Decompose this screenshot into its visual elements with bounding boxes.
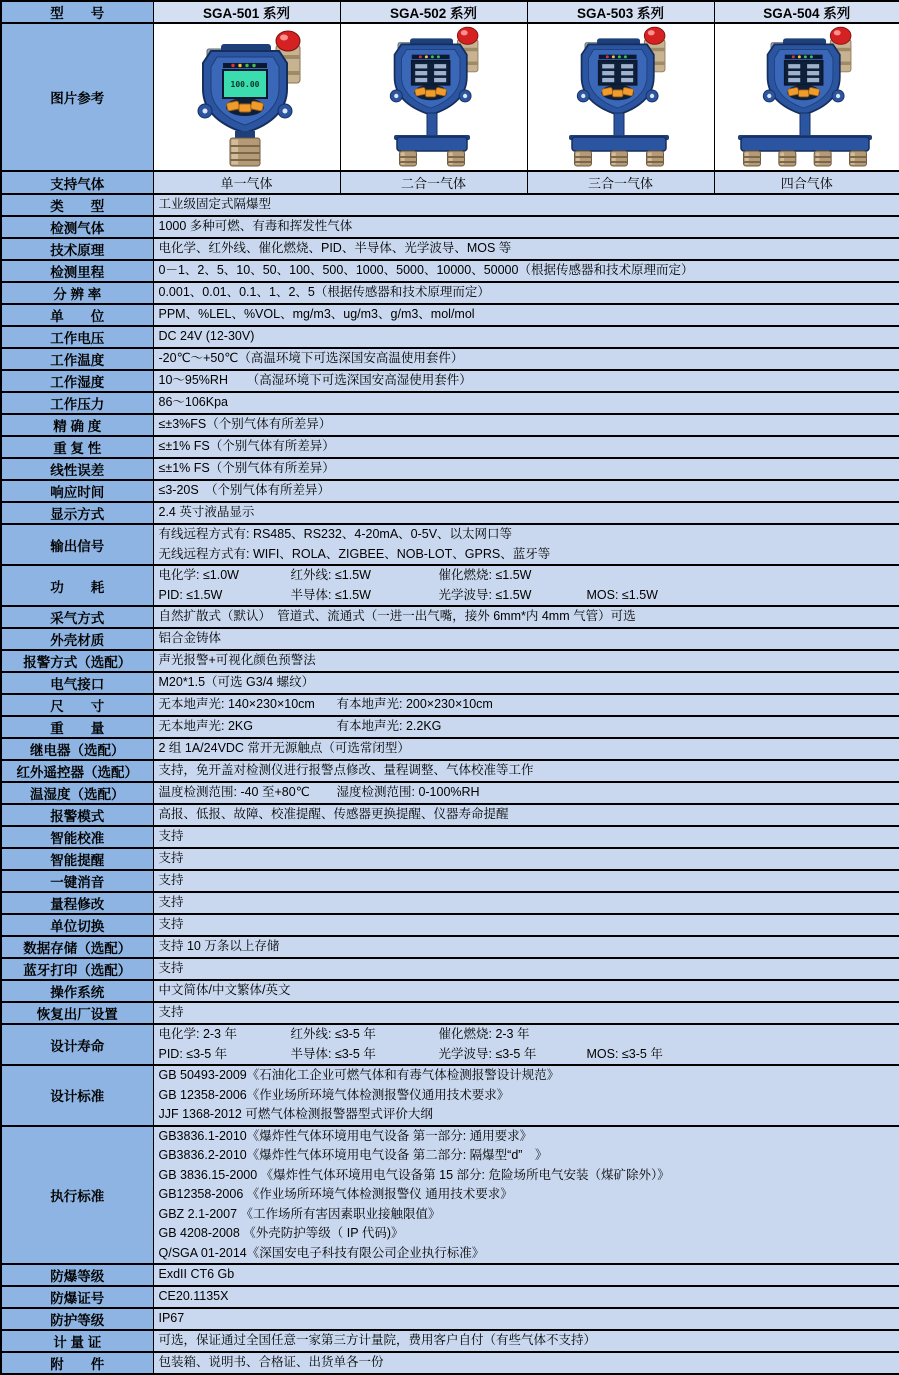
spec-label-design-std: 设计标准 <box>1 1065 153 1126</box>
spec-label-alarm-modes: 报警模式 <box>1 804 153 826</box>
gas-detector-illustration-3-probe <box>531 25 711 167</box>
spec-value-line <box>159 695 895 715</box>
spec-label-smart-cal: 智能校准 <box>1 826 153 848</box>
spec-row-work-humidity <box>1 370 899 392</box>
spec-label-accessories: 附 件 <box>1 1352 153 1374</box>
spec-value-segment: PID: ≤1.5W <box>158 587 223 602</box>
spec-label-power: 功 耗 <box>1 565 153 606</box>
spec-label-unit: 单 位 <box>1 304 153 326</box>
spec-label-factory-reset: 恢复出厂设置 <box>1 1002 153 1024</box>
spec-value-exec-std <box>153 1126 899 1265</box>
spec-label-type: 类 型 <box>1 194 153 216</box>
spec-row-accessories <box>1 1352 899 1374</box>
spec-value-line: CE20.1135X <box>158 1289 229 1304</box>
spec-value-exd-grade <box>153 1264 899 1286</box>
spec-label-dimensions: 尺 寸 <box>1 694 153 716</box>
spec-value-line: 支持 <box>158 851 184 866</box>
spec-value-line: 支持 <box>158 1005 184 1020</box>
spec-row-alarm-modes <box>1 804 899 826</box>
spec-value-range-modify <box>153 892 899 914</box>
spec-row-os <box>1 980 899 1002</box>
spec-value-lifespan <box>153 1024 899 1065</box>
spec-label-housing: 外壳材质 <box>1 628 153 650</box>
spec-label-sampling: 采气方式 <box>1 606 153 628</box>
spec-value-line: GB 50493-2009《石油化工企业可燃气体和有毒气体检测报警设计规范》 <box>158 1068 560 1082</box>
spec-label-principle: 技术原理 <box>1 238 153 260</box>
support-gas-label: 支持气体 <box>1 171 153 194</box>
spec-value-line: ExdII CT6 Gb <box>158 1267 235 1282</box>
model-header-label: 型 号 <box>1 1 153 23</box>
spec-row-dimensions <box>1 694 899 716</box>
spec-value-storage <box>153 936 899 958</box>
spec-row-voltage <box>1 326 899 348</box>
spec-value-line: -20℃～+50℃（高温环境下可选深国安高温使用套件） <box>158 351 464 366</box>
spec-value-type <box>153 194 899 216</box>
spec-row-power <box>1 565 899 606</box>
product-image-cell-sga-504 <box>714 23 899 171</box>
spec-value-segment: 半导体: ≤1.5W <box>290 587 371 602</box>
spec-value-line <box>159 783 895 803</box>
spec-row-output <box>1 524 899 565</box>
spec-value-line: ≤±1% FS（个别气体有所差异） <box>158 439 335 454</box>
spec-value-temp-humidity <box>153 782 899 804</box>
spec-value-response <box>153 480 899 502</box>
spec-value-line: ≤3-20S （个别气体有所差异） <box>158 483 330 498</box>
spec-label-exec-std: 执行标准 <box>1 1126 153 1265</box>
spec-value-line <box>159 1025 895 1045</box>
spec-value-line: 支持 <box>158 873 184 888</box>
spec-row-lifespan <box>1 1024 899 1065</box>
spec-value-repeatability <box>153 436 899 458</box>
spec-value-elec-interface <box>153 672 899 694</box>
spec-value-line: 自然扩散式（默认） 管道式、流通式（一进一出气嘴，接外 6mm*内 4mm 气管）可选 <box>158 609 636 624</box>
spec-row-elec-interface <box>1 672 899 694</box>
spec-value-line: GB3836.2-2010《爆炸性气体环境用电气设备 第二部分: 隔爆型“d” 》 <box>158 1148 548 1162</box>
spec-value-segment: PID: ≤3-5 年 <box>158 1046 228 1061</box>
spec-value-accuracy <box>153 414 899 436</box>
spec-label-storage: 数据存储（选配） <box>1 936 153 958</box>
spec-value-line: ≤±1% FS（个别气体有所差异） <box>158 461 335 476</box>
spec-row-unit <box>1 304 899 326</box>
spec-label-linearity: 线性误差 <box>1 458 153 480</box>
spec-label-voltage: 工作电压 <box>1 326 153 348</box>
spec-label-relay: 继电器（选配） <box>1 738 153 760</box>
spec-value-line: GB 12358-2006《作业场所环境气体检测报警仪通用技术要求》 <box>158 1087 510 1102</box>
spec-value-line: 支持 <box>158 829 184 844</box>
spec-value-pressure <box>153 392 899 414</box>
spec-value-gases <box>153 216 899 238</box>
spec-value-segment: MOS: ≤1.5W <box>586 587 658 602</box>
spec-value-line: 可选，保证通过全国任意一家第三方计量院，费用客户自付（有些气体不支持） <box>158 1333 597 1348</box>
spec-row-range-modify <box>1 892 899 914</box>
spec-value-linearity <box>153 458 899 480</box>
spec-row-ip-grade <box>1 1308 899 1330</box>
spec-value-line: GB 3836.15-2000 《爆炸性气体环境用电气设备第 15 部分: 危险场所电气安装（煤矿除外）》 <box>158 1167 670 1182</box>
spec-label-unit-switch: 单位切换 <box>1 914 153 936</box>
spec-value-line <box>159 566 895 586</box>
spec-row-range <box>1 260 899 282</box>
model-header-sga-502: SGA-502 系列 <box>340 1 527 23</box>
svg-text:100.00: 100.00 <box>230 79 259 89</box>
spec-value-line: PPM、%LEL、%VOL、mg/m3、ug/m3、g/m3、mol/mol <box>158 307 475 322</box>
spec-value-line: GB 4208-2008 《外壳防护等级（ IP 代码)》 <box>158 1226 404 1240</box>
spec-value-line: 有线远程方式有: RS485、RS232、4-20mA、0-5V、以太网口等 <box>158 527 513 541</box>
spec-value-design-std <box>153 1065 899 1126</box>
spec-value-range <box>153 260 899 282</box>
product-image-cell-sga-502 <box>340 23 527 171</box>
support-gas-sga-504: 四合气体 <box>714 171 899 194</box>
spec-value-line: 中文简体/中文繁体/英文 <box>158 983 291 998</box>
spec-value-segment: 电化学: 2-3 年 <box>158 1027 237 1041</box>
model-header-sga-501: SGA-501 系列 <box>153 1 340 23</box>
spec-value-line: 10～95%RH （高湿环境下可选深国安高湿使用套件） <box>158 373 472 388</box>
spec-label-alarm-method: 报警方式（选配） <box>1 650 153 672</box>
spec-label-exd-grade: 防爆等级 <box>1 1264 153 1286</box>
spec-label-lifespan: 设计寿命 <box>1 1024 153 1065</box>
spec-value-bt-print <box>153 958 899 980</box>
spec-value-segment: 催化燃烧: 2-3 年 <box>438 1027 530 1041</box>
support-gas-sga-502: 二合一气体 <box>340 171 527 194</box>
spec-label-range-modify: 量程修改 <box>1 892 153 914</box>
spec-value-line: 支持 <box>158 961 184 976</box>
gas-detector-illustration-1-probe <box>157 25 337 167</box>
spec-label-accuracy: 精 确 度 <box>1 414 153 436</box>
spec-row-pressure <box>1 392 899 414</box>
spec-row-principle <box>1 238 899 260</box>
spec-value-line: GB12358-2006 《作业场所环境气体检测报警仪 通用技术要求》 <box>158 1187 513 1201</box>
spec-value-relay <box>153 738 899 760</box>
spec-value-line: 包装箱、说明书、合格证、出货单各一份 <box>158 1355 384 1370</box>
support-gas-row <box>1 171 899 194</box>
spec-value-segment: MOS: ≤3-5 年 <box>586 1046 663 1061</box>
spec-label-output: 输出信号 <box>1 524 153 565</box>
spec-value-segment: 温度检测范围: -40 至+80℃ <box>158 785 310 800</box>
spec-label-display: 显示方式 <box>1 502 153 524</box>
spec-value-voltage <box>153 326 899 348</box>
spec-row-display <box>1 502 899 524</box>
spec-value-dimensions <box>153 694 899 716</box>
spec-value-display <box>153 502 899 524</box>
model-header-sga-504: SGA-504 系列 <box>714 1 899 23</box>
spec-label-range: 检测里程 <box>1 260 153 282</box>
spec-value-exd-cert <box>153 1286 899 1308</box>
spec-row-metrology <box>1 1330 899 1352</box>
spec-value-alarm-modes <box>153 804 899 826</box>
spec-row-accuracy <box>1 414 899 436</box>
spec-label-metrology: 计 量 证 <box>1 1330 153 1352</box>
spec-value-power <box>153 565 899 606</box>
spec-value-smart-remind <box>153 848 899 870</box>
spec-label-ir-remote: 红外遥控器（选配） <box>1 760 153 782</box>
spec-label-elec-interface: 电气接口 <box>1 672 153 694</box>
spec-value-line: DC 24V (12-30V) <box>158 329 255 344</box>
spec-value-segment: 无本地声光: 140×230×10cm <box>158 697 315 712</box>
spec-value-segment: 红外线: ≤1.5W <box>290 568 371 582</box>
spec-row-resolution <box>1 282 899 304</box>
spec-value-line: 86～106Kpa <box>158 395 229 410</box>
spec-label-mute: 一键消音 <box>1 870 153 892</box>
spec-value-line: 工业级固定式隔爆型 <box>158 197 272 212</box>
spec-value-segment: 无本地声光: 2KG <box>158 719 253 734</box>
spec-value-line: GBZ 2.1-2007 《工作场所有害因素职业接触限值》 <box>158 1206 441 1221</box>
spec-value-unit-switch <box>153 914 899 936</box>
spec-label-smart-remind: 智能提醒 <box>1 848 153 870</box>
spec-label-repeatability: 重 复 性 <box>1 436 153 458</box>
spec-value-segment: 有本地声光: 2.2KG <box>336 719 442 734</box>
spec-row-storage <box>1 936 899 958</box>
spec-label-exd-cert: 防爆证号 <box>1 1286 153 1308</box>
spec-value-unit <box>153 304 899 326</box>
spec-label-work-humidity: 工作湿度 <box>1 370 153 392</box>
spec-row-smart-cal <box>1 826 899 848</box>
spec-value-line <box>159 717 895 737</box>
support-gas-sga-501: 单一气体 <box>153 171 340 194</box>
spec-value-alarm-method <box>153 650 899 672</box>
spec-row-factory-reset <box>1 1002 899 1024</box>
header-row <box>1 1 899 23</box>
spec-label-gases: 检测气体 <box>1 216 153 238</box>
spec-value-line: IP67 <box>158 1311 185 1326</box>
spec-value-mute <box>153 870 899 892</box>
spec-value-weight <box>153 716 899 738</box>
spec-value-line: JJF 1368-2012 可燃气体检测报警器型式评价大纲 <box>158 1107 433 1121</box>
spec-value-segment: 湿度检测范围: 0-100%RH <box>336 785 480 800</box>
spec-value-metrology <box>153 1330 899 1352</box>
spec-label-pressure: 工作压力 <box>1 392 153 414</box>
spec-row-housing <box>1 628 899 650</box>
spec-row-temp-humidity <box>1 782 899 804</box>
spec-value-factory-reset <box>153 1002 899 1024</box>
spec-label-response: 响应时间 <box>1 480 153 502</box>
spec-row-linearity <box>1 458 899 480</box>
spec-row-unit-switch <box>1 914 899 936</box>
spec-value-os <box>153 980 899 1002</box>
spec-row-type <box>1 194 899 216</box>
spec-label-os: 操作系统 <box>1 980 153 1002</box>
spec-value-line <box>159 586 895 606</box>
spec-value-line: 2 组 1A/24VDC 常开无源触点（可选常闭型） <box>158 741 410 756</box>
spec-value-smart-cal <box>153 826 899 848</box>
spec-row-exec-std <box>1 1126 899 1265</box>
spec-value-line: 声光报警+可视化颜色预警法 <box>158 653 316 668</box>
spec-value-line: 支持，免开盖对检测仪进行报警点修改、量程调整、气体校准等工作 <box>158 763 534 778</box>
spec-value-segment: 半导体: ≤3-5 年 <box>290 1046 376 1061</box>
spec-value-line: 支持 <box>158 917 184 932</box>
spec-value-housing <box>153 628 899 650</box>
spec-row-work-temp <box>1 348 899 370</box>
spec-row-alarm-method <box>1 650 899 672</box>
spec-value-line: ≤±3%FS（个别气体有所差异） <box>158 417 332 432</box>
spec-row-exd-cert <box>1 1286 899 1308</box>
image-row-label: 图片参考 <box>1 23 153 171</box>
spec-value-ip-grade <box>153 1308 899 1330</box>
spec-value-line: 铝合金铸体 <box>158 631 222 646</box>
spec-label-weight: 重 量 <box>1 716 153 738</box>
spec-value-segment: 有本地声光: 200×230×10cm <box>336 697 493 712</box>
model-header-sga-503: SGA-503 系列 <box>527 1 714 23</box>
support-gas-sga-503: 三合一气体 <box>527 171 714 194</box>
spec-value-line: 支持 10 万条以上存储 <box>158 939 280 954</box>
spec-value-line <box>159 1045 895 1065</box>
spec-value-segment: 电化学: ≤1.0W <box>158 568 239 582</box>
spec-value-line: 0.001、0.01、0.1、1、2、5（根据传感器和技术原理而定） <box>158 285 490 300</box>
spec-value-work-temp <box>153 348 899 370</box>
spec-value-output <box>153 524 899 565</box>
gas-detector-illustration-2-probe <box>344 25 524 167</box>
spec-label-work-temp: 工作温度 <box>1 348 153 370</box>
spec-row-ir-remote <box>1 760 899 782</box>
spec-value-segment: 催化燃烧: ≤1.5W <box>438 568 532 582</box>
spec-label-resolution: 分 辨 率 <box>1 282 153 304</box>
spec-row-bt-print <box>1 958 899 980</box>
spec-label-bt-print: 蓝牙打印（选配） <box>1 958 153 980</box>
spec-label-temp-humidity: 温湿度（选配） <box>1 782 153 804</box>
spec-value-sampling <box>153 606 899 628</box>
spec-row-relay <box>1 738 899 760</box>
gas-detector-illustration-4-probe <box>717 25 897 167</box>
spec-label-ip-grade: 防护等级 <box>1 1308 153 1330</box>
spec-value-segment: 光学波导: ≤1.5W <box>438 587 532 602</box>
spec-row-response <box>1 480 899 502</box>
spec-value-segment: 光学波导: ≤3-5 年 <box>438 1046 537 1061</box>
spec-value-line: M20*1.5（可选 G3/4 螺纹） <box>158 675 315 690</box>
spec-row-gases <box>1 216 899 238</box>
spec-row-smart-remind <box>1 848 899 870</box>
spec-row-exd-grade <box>1 1264 899 1286</box>
spec-value-line: 高报、低报、故障、校准提醒、传感器更换提醒、仪器寿命提醒 <box>158 807 509 822</box>
spec-value-segment: 红外线: ≤3-5 年 <box>290 1027 376 1041</box>
product-image-cell-sga-503 <box>527 23 714 171</box>
spec-value-line: 无线远程方式有: WIFI、ROLA、ZIGBEE、NOB-LOT、GPRS、蓝牙等 <box>158 546 551 561</box>
image-row <box>1 23 899 171</box>
product-image-cell-sga-501 <box>153 23 340 171</box>
spec-value-work-humidity <box>153 370 899 392</box>
spec-value-line: Q/SGA 01-2014《深国安电子科技有限公司企业执行标准》 <box>158 1245 485 1260</box>
spec-row-repeatability <box>1 436 899 458</box>
spec-value-principle <box>153 238 899 260</box>
spec-row-weight <box>1 716 899 738</box>
spec-value-accessories <box>153 1352 899 1374</box>
spec-value-line: 电化学、红外线、催化燃烧、PID、半导体、光学波导、MOS 等 <box>158 241 512 256</box>
spec-value-resolution <box>153 282 899 304</box>
spec-value-ir-remote <box>153 760 899 782</box>
spec-row-sampling <box>1 606 899 628</box>
spec-value-line: 2.4 英寸液晶显示 <box>158 505 255 520</box>
spec-value-line: 1000 多种可燃、有毒和挥发性气体 <box>158 219 353 234</box>
spec-row-mute <box>1 870 899 892</box>
spec-value-line: 支持 <box>158 895 184 910</box>
spec-row-design-std <box>1 1065 899 1126</box>
spec-value-line: GB3836.1-2010《爆炸性气体环境用电气设备 第一部分: 通用要求》 <box>158 1128 533 1143</box>
spec-value-line: 0－1、2、5、10、50、100、500、1000、5000、10000、50000（根据传感器和技术原理而定） <box>158 263 694 278</box>
